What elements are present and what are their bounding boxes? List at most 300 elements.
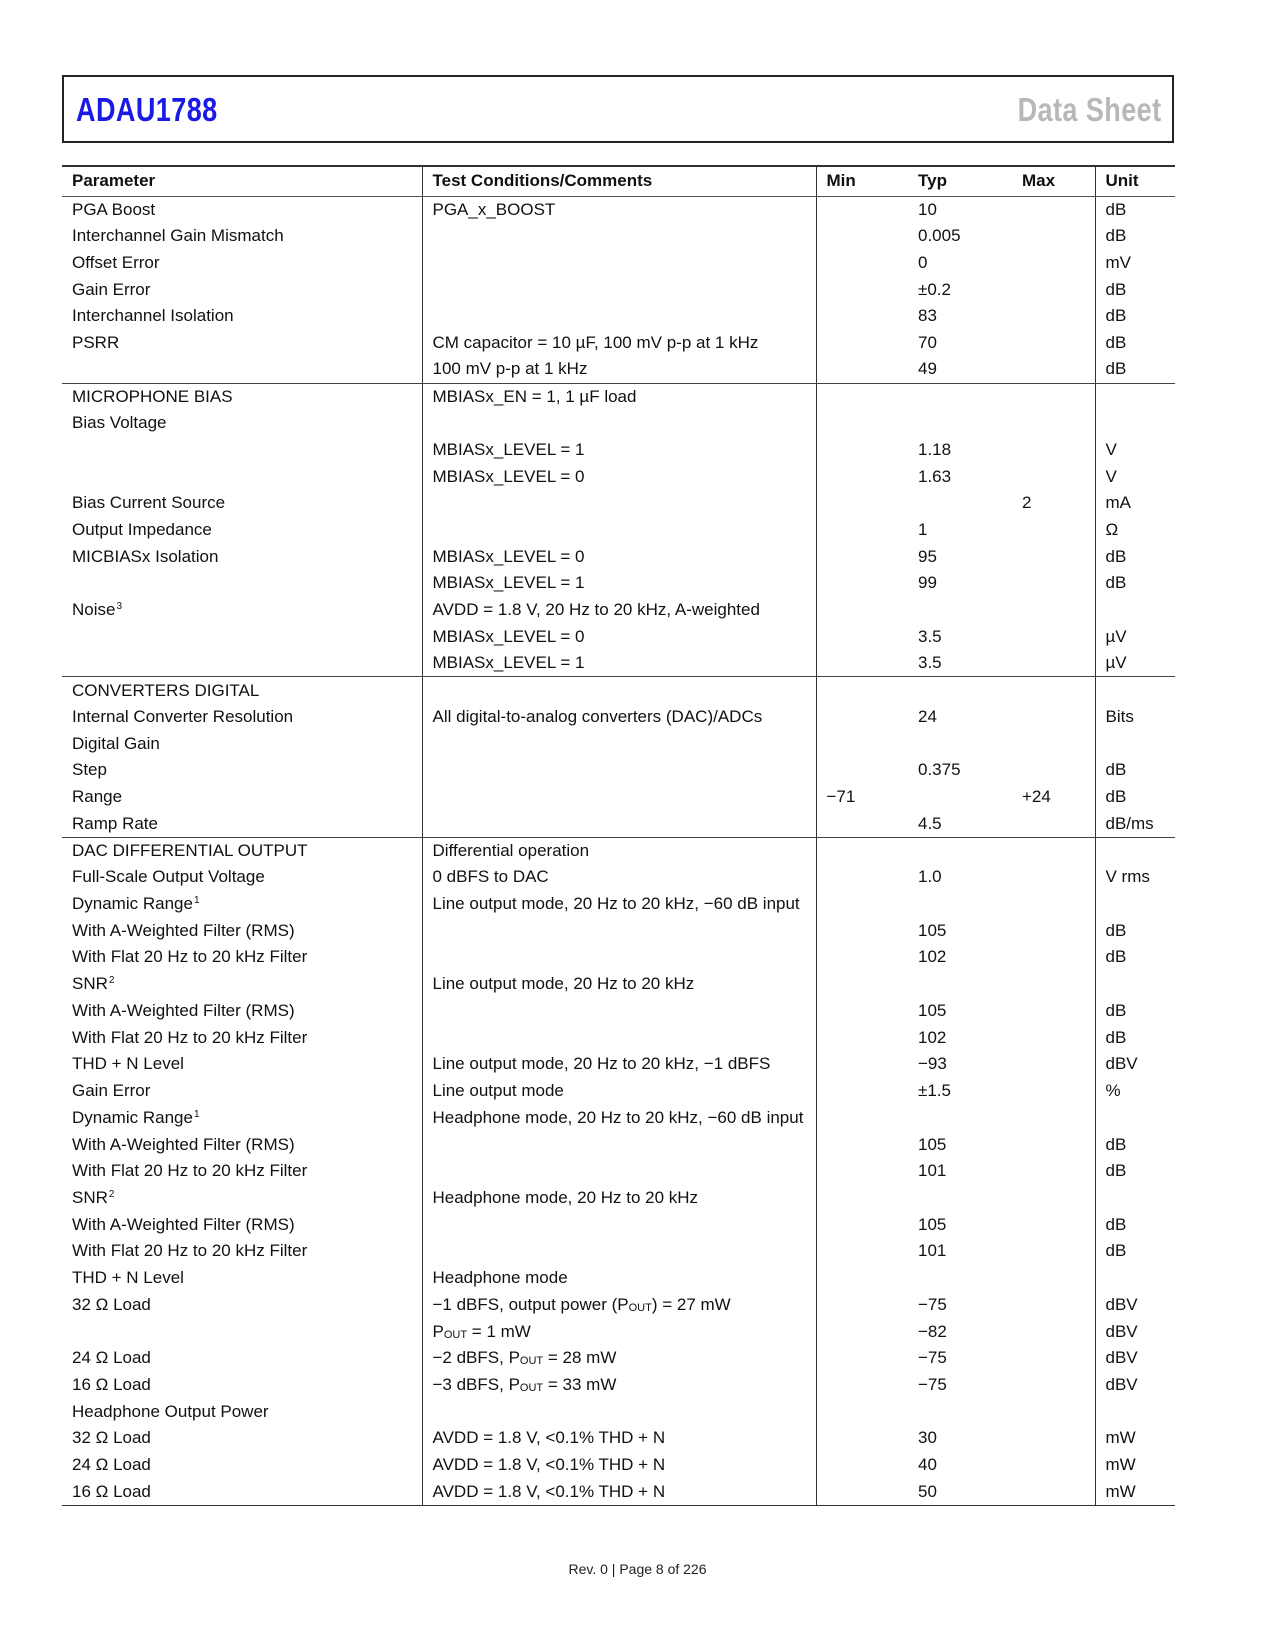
- table-row: [62, 677, 1175, 704]
- parameter-cell: [62, 864, 422, 891]
- parameter-cell: [62, 597, 422, 624]
- min-cell: [816, 490, 908, 517]
- typ-cell: 101: [918, 1161, 947, 1181]
- max-cell: [1012, 944, 1095, 971]
- unit-cell: dB: [1105, 306, 1127, 326]
- typ-cell: [908, 1265, 1012, 1292]
- typ-cell: [908, 1185, 1012, 1212]
- typ-cell: 40: [918, 1455, 937, 1475]
- unit-cell: dBV: [1105, 1321, 1138, 1341]
- conditions-cell: [422, 1078, 816, 1105]
- min-cell: [816, 944, 908, 971]
- max-cell: [1012, 1425, 1095, 1452]
- parameter-cell: [62, 330, 422, 357]
- col-header-max: Max: [1012, 166, 1095, 196]
- typ-cell: 10: [918, 199, 937, 219]
- parameter-text: 16 Ω Load: [72, 1481, 151, 1501]
- conditions-cell: [422, 971, 816, 998]
- parameter-cell: [62, 1238, 422, 1265]
- parameter-text: Interchannel Gain Mismatch: [72, 226, 284, 246]
- parameter-text: Gain Error: [72, 279, 151, 299]
- unit-cell: [1095, 1265, 1175, 1292]
- unit-cell: dBV: [1105, 1054, 1138, 1074]
- unit-cell: [1095, 837, 1175, 864]
- max-cell: [1012, 704, 1095, 731]
- table-row: [62, 1051, 1175, 1078]
- unit-cell: dB: [1105, 1241, 1127, 1261]
- table-row: [62, 971, 1175, 998]
- parameter-text: Internal Converter Resolution: [72, 707, 294, 727]
- max-cell: [1012, 517, 1095, 544]
- table-row: [62, 223, 1175, 250]
- unit-cell: dB: [1105, 199, 1127, 219]
- conditions-cell: [422, 864, 816, 891]
- parameter-text: Bias Voltage: [72, 413, 167, 433]
- table-row: [62, 1185, 1175, 1212]
- conditions-cell: [422, 1238, 816, 1265]
- conditions-cell: [422, 811, 816, 838]
- max-cell: [1012, 1452, 1095, 1479]
- max-cell: [1012, 1078, 1095, 1105]
- typ-cell: −75: [918, 1374, 947, 1394]
- unit-cell: V rms: [1105, 867, 1150, 887]
- parameter-cell: [62, 410, 422, 437]
- typ-cell: 1.18: [918, 439, 952, 459]
- table-row: [62, 1318, 1175, 1345]
- parameter-cell: [62, 1345, 422, 1372]
- max-cell: [1012, 971, 1095, 998]
- conditions-text-suffix: = 1 mW: [467, 1321, 531, 1341]
- col-header-conditions: Test Conditions/Comments: [422, 166, 816, 196]
- conditions-text: Line output mode, 20 Hz to 20 kHz, −60 dB input: [432, 894, 800, 914]
- parameter-text: With Flat 20 Hz to 20 kHz Filter: [72, 1241, 308, 1261]
- min-cell: [816, 1372, 908, 1399]
- parameter-cell: [62, 944, 422, 971]
- conditions-cell: [422, 463, 816, 490]
- table-row: [62, 837, 1175, 864]
- max-cell: [1012, 1238, 1095, 1265]
- max-cell: [1012, 811, 1095, 838]
- min-cell: [816, 543, 908, 570]
- typ-cell: 70: [918, 332, 937, 352]
- conditions-cell: [422, 490, 816, 517]
- table-row: [62, 1398, 1175, 1425]
- table-body: [62, 196, 1175, 1505]
- conditions-cell: [422, 1425, 816, 1452]
- min-cell: [816, 971, 908, 998]
- max-cell: [1012, 891, 1095, 918]
- unit-cell: dB: [1105, 226, 1127, 246]
- conditions-text: MBIASx_EN = 1, 1 µF load: [432, 386, 637, 406]
- unit-cell: dB: [1105, 332, 1127, 352]
- min-cell: −71: [826, 787, 856, 807]
- max-cell: [1012, 356, 1095, 383]
- conditions-text: MBIASx_LEVEL = 0: [432, 546, 585, 566]
- parameter-cell: [62, 1024, 422, 1051]
- min-cell: [816, 1104, 908, 1131]
- conditions-cell: [422, 784, 816, 811]
- parameter-text: Digital Gain: [72, 733, 160, 753]
- parameter-text: Noise: [72, 600, 116, 620]
- parameter-cell: [62, 837, 422, 864]
- parameter-text: Full-Scale Output Voltage: [72, 867, 265, 887]
- typ-cell: −93: [918, 1054, 947, 1074]
- conditions-cell: [422, 917, 816, 944]
- parameter-text: Gain Error: [72, 1081, 151, 1101]
- parameter-cell: [62, 1078, 422, 1105]
- typ-cell: [908, 677, 1012, 704]
- unit-cell: [1095, 410, 1175, 437]
- conditions-cell: [422, 624, 816, 651]
- typ-cell: ±1.5: [918, 1081, 951, 1101]
- parameter-text: MICROPHONE BIAS: [72, 386, 233, 406]
- unit-cell: dB: [1105, 920, 1127, 940]
- typ-cell: 1.63: [918, 466, 952, 486]
- max-cell: [1012, 650, 1095, 677]
- min-cell: [816, 864, 908, 891]
- unit-cell: dBV: [1105, 1294, 1138, 1314]
- parameter-text: With Flat 20 Hz to 20 kHz Filter: [72, 1161, 308, 1181]
- typ-cell: 3.5: [908, 650, 1012, 677]
- parameter-text: With A-Weighted Filter (RMS): [72, 920, 295, 940]
- max-cell: [1012, 1345, 1095, 1372]
- table-row: [62, 490, 1175, 517]
- parameter-cell: [62, 223, 422, 250]
- table-row: [62, 624, 1175, 651]
- parameter-cell: [62, 1158, 422, 1185]
- unit-cell: V: [1105, 466, 1117, 486]
- max-cell: [1012, 570, 1095, 597]
- conditions-cell: [422, 1479, 816, 1506]
- conditions-cell: [422, 1372, 816, 1399]
- max-cell: [1012, 463, 1095, 490]
- table-row: [62, 303, 1175, 330]
- typ-cell: [908, 730, 1012, 757]
- conditions-cell: [422, 1398, 816, 1425]
- parameter-cell: [62, 436, 422, 463]
- min-cell: [816, 1211, 908, 1238]
- parameter-cell: [62, 1211, 422, 1238]
- typ-cell: 105: [918, 1000, 947, 1020]
- unit-cell: dB: [1105, 1027, 1127, 1047]
- parameter-text: CONVERTERS DIGITAL: [72, 680, 260, 700]
- conditions-text: MBIASx_LEVEL = 0: [432, 466, 585, 486]
- parameter-cell: [62, 1104, 422, 1131]
- unit-cell: mA: [1105, 493, 1131, 513]
- typ-cell: 4.5: [908, 811, 1012, 838]
- min-cell: [816, 811, 908, 838]
- parameter-text: DAC DIFFERENTIAL OUTPUT: [72, 840, 308, 860]
- table-row: [62, 383, 1175, 410]
- typ-cell: 102: [918, 947, 947, 967]
- parameter-text: Bias Current Source: [72, 493, 226, 513]
- conditions-cell: [422, 276, 816, 303]
- min-cell: [816, 1265, 908, 1292]
- table-row: [62, 276, 1175, 303]
- unit-cell: dB: [1095, 356, 1175, 383]
- min-cell: [816, 517, 908, 544]
- conditions-cell: [422, 303, 816, 330]
- conditions-text: −3 dBFS, P: [432, 1374, 520, 1394]
- typ-cell: [908, 1104, 1012, 1131]
- conditions-text: All digital-to-analog converters (DAC)/ADCs: [432, 707, 763, 727]
- table-row: [62, 410, 1175, 437]
- min-cell: [816, 383, 908, 410]
- max-cell: [1012, 1398, 1095, 1425]
- conditions-cell: [422, 677, 816, 704]
- min-cell: [816, 837, 908, 864]
- parameter-text: 24 Ω Load: [72, 1348, 151, 1368]
- unit-cell: dBV: [1105, 1374, 1138, 1394]
- parameter-cell: [62, 1425, 422, 1452]
- typ-cell: [908, 1398, 1012, 1425]
- min-cell: [816, 650, 908, 677]
- footnote-marker: 1: [193, 1108, 200, 1120]
- conditions-cell: [422, 1051, 816, 1078]
- parameter-cell: [62, 1051, 422, 1078]
- typ-cell: 83: [918, 306, 937, 326]
- max-cell: [1012, 677, 1095, 704]
- table-row: [62, 356, 1175, 383]
- parameter-cell: [62, 998, 422, 1025]
- unit-cell: %: [1105, 1081, 1121, 1101]
- unit-cell: [1095, 971, 1175, 998]
- table-row: [62, 1345, 1175, 1372]
- conditions-cell: [422, 196, 816, 223]
- conditions-text: MBIASx_LEVEL = 0: [432, 626, 585, 646]
- min-cell: [816, 249, 908, 276]
- conditions-cell: [422, 517, 816, 544]
- conditions-cell: [422, 543, 816, 570]
- min-cell: [816, 1479, 908, 1506]
- typ-cell: 0.375: [918, 760, 961, 780]
- max-cell: [1012, 1318, 1095, 1345]
- max-cell: [1012, 998, 1095, 1025]
- max-cell: [1012, 1291, 1095, 1318]
- table-row: [62, 864, 1175, 891]
- parameter-text: With Flat 20 Hz to 20 kHz Filter: [72, 1027, 308, 1047]
- conditions-text: Line output mode: [432, 1081, 564, 1101]
- unit-cell: [1095, 1104, 1175, 1131]
- min-cell: [816, 1318, 908, 1345]
- conditions-cell: [422, 1452, 816, 1479]
- unit-cell: dB: [1105, 787, 1127, 807]
- max-cell: [1012, 1104, 1095, 1131]
- conditions-cell: [422, 891, 816, 918]
- max-cell: [1012, 864, 1095, 891]
- parameter-cell: [62, 1291, 422, 1318]
- table-row: [62, 1211, 1175, 1238]
- max-cell: [1012, 837, 1095, 864]
- unit-cell: dB: [1105, 573, 1127, 593]
- max-cell: [1012, 597, 1095, 624]
- conditions-cell: [422, 356, 816, 383]
- conditions-text: CM capacitor = 10 µF, 100 mV p-p at 1 kHz: [432, 332, 759, 352]
- conditions-text: PGA_x_BOOST: [432, 199, 556, 219]
- max-cell: [1012, 917, 1095, 944]
- min-cell: [816, 624, 908, 651]
- unit-cell: [1095, 597, 1175, 624]
- table-row: [62, 196, 1175, 223]
- conditions-text: AVDD = 1.8 V, 20 Hz to 20 kHz, A-weighted: [432, 600, 760, 620]
- table-row: [62, 597, 1175, 624]
- conditions-cell: [422, 1265, 816, 1292]
- max-cell: [1012, 410, 1095, 437]
- max-cell: +24: [1012, 784, 1095, 811]
- max-cell: [1012, 1211, 1095, 1238]
- conditions-text: −2 dBFS, P: [432, 1348, 520, 1368]
- min-cell: [816, 330, 908, 357]
- conditions-cell: [422, 597, 816, 624]
- footnote-marker: 3: [116, 601, 123, 613]
- max-cell: [1012, 757, 1095, 784]
- typ-cell: 24: [918, 707, 937, 727]
- parameter-text: Range: [72, 787, 123, 807]
- parameter-cell: [62, 1398, 422, 1425]
- typ-cell: 3.5: [918, 626, 942, 646]
- min-cell: [816, 1238, 908, 1265]
- conditions-text: Line output mode, 20 Hz to 20 kHz, −1 dBFS: [432, 1054, 771, 1074]
- conditions-cell: [422, 249, 816, 276]
- max-cell: [1012, 1131, 1095, 1158]
- parameter-cell: [62, 543, 422, 570]
- max-cell: [1012, 383, 1095, 410]
- unit-cell: [1095, 383, 1175, 410]
- min-cell: [816, 463, 908, 490]
- min-cell: [816, 1078, 908, 1105]
- min-cell: [816, 704, 908, 731]
- conditions-cell: [422, 998, 816, 1025]
- table-row: [62, 436, 1175, 463]
- specifications-table: [62, 165, 1175, 1506]
- unit-cell: [1095, 1185, 1175, 1212]
- parameter-cell: [62, 303, 422, 330]
- parameter-text: THD + N Level: [72, 1054, 184, 1074]
- table-row: [62, 1372, 1175, 1399]
- min-cell: [816, 1024, 908, 1051]
- parameter-cell: [62, 917, 422, 944]
- conditions-text-suffix: = 28 mW: [543, 1348, 617, 1368]
- min-cell: [816, 276, 908, 303]
- typ-cell: [908, 490, 1012, 517]
- table-row: [62, 784, 1175, 811]
- conditions-text: 0 dBFS to DAC: [432, 867, 549, 887]
- max-cell: 2: [1012, 490, 1095, 517]
- unit-cell: dB: [1105, 279, 1127, 299]
- parameter-cell: [62, 517, 422, 544]
- parameter-text: Dynamic Range: [72, 894, 193, 914]
- parameter-cell: [62, 624, 422, 651]
- min-cell: [816, 891, 908, 918]
- parameter-cell: [62, 383, 422, 410]
- parameter-cell: [62, 196, 422, 223]
- table-row: [62, 730, 1175, 757]
- table-row: [62, 249, 1175, 276]
- conditions-text: MBIASx_LEVEL = 1: [432, 573, 585, 593]
- col-header-parameter: Parameter: [62, 166, 422, 196]
- min-cell: [816, 436, 908, 463]
- typ-cell: 0.005: [918, 226, 961, 246]
- parameter-cell: [62, 356, 422, 383]
- max-cell: [1012, 543, 1095, 570]
- max-cell: [1012, 730, 1095, 757]
- typ-cell: 30: [918, 1428, 937, 1448]
- parameter-text: Step: [72, 760, 107, 780]
- unit-cell: dB: [1105, 1214, 1127, 1234]
- parameter-text: THD + N Level: [72, 1268, 184, 1288]
- table-row: [62, 944, 1175, 971]
- parameter-text: With A-Weighted Filter (RMS): [72, 1214, 295, 1234]
- min-cell: [816, 1452, 908, 1479]
- parameter-cell: [62, 811, 422, 838]
- unit-cell: mW: [1105, 1455, 1136, 1475]
- conditions-cell: [422, 570, 816, 597]
- max-cell: [1012, 1051, 1095, 1078]
- conditions-text: Differential operation: [432, 840, 590, 860]
- conditions-cell: [422, 410, 816, 437]
- conditions-text-suffix: ) = 27 mW: [651, 1294, 731, 1314]
- unit-cell: mV: [1105, 252, 1131, 272]
- table-row: [62, 1479, 1175, 1506]
- unit-cell: [1095, 730, 1175, 757]
- typ-cell: [908, 971, 1012, 998]
- unit-cell: mW: [1095, 1479, 1175, 1506]
- typ-cell: 105: [918, 920, 947, 940]
- unit-cell: dB: [1105, 546, 1127, 566]
- conditions-text-suffix: = 33 mW: [543, 1374, 617, 1394]
- typ-cell: 50: [908, 1479, 1012, 1506]
- min-cell: [816, 196, 908, 223]
- max-cell: [1012, 1185, 1095, 1212]
- subscript: OUT: [443, 1328, 468, 1341]
- min-cell: [816, 303, 908, 330]
- parameter-text: PGA Boost: [72, 199, 156, 219]
- parameter-cell: [62, 1452, 422, 1479]
- max-cell: [1012, 303, 1095, 330]
- conditions-text: 100 mV p-p at 1 kHz: [432, 359, 588, 379]
- document-type: Data Sheet: [1018, 91, 1162, 128]
- table-row: [62, 463, 1175, 490]
- parameter-text: 32 Ω Load: [72, 1294, 151, 1314]
- conditions-cell: [422, 1158, 816, 1185]
- table-row: [62, 811, 1175, 838]
- unit-cell: dB: [1105, 947, 1127, 967]
- col-header-unit: Unit: [1095, 166, 1175, 196]
- parameter-cell: [62, 276, 422, 303]
- typ-cell: 95: [918, 546, 937, 566]
- parameter-cell: [62, 784, 422, 811]
- conditions-text: P: [432, 1321, 444, 1341]
- typ-cell: [908, 837, 1012, 864]
- min-cell: [816, 757, 908, 784]
- page-footer: Rev. 0 | Page 8 of 226: [568, 1561, 707, 1577]
- conditions-text: Headphone mode, 20 Hz to 20 kHz, −60 dB input: [432, 1107, 804, 1127]
- col-header-min: Min: [816, 166, 908, 196]
- typ-cell: −82: [918, 1321, 947, 1341]
- page-header: [62, 75, 1174, 143]
- parameter-cell: [62, 650, 422, 677]
- max-cell: [1012, 1024, 1095, 1051]
- part-number: ADAU1788: [76, 91, 218, 128]
- max-cell: [1012, 1158, 1095, 1185]
- min-cell: [816, 1345, 908, 1372]
- typ-cell: 101: [918, 1241, 947, 1261]
- unit-cell: dB: [1105, 1161, 1127, 1181]
- min-cell: [816, 1291, 908, 1318]
- table-row: [62, 1238, 1175, 1265]
- parameter-cell: [62, 1372, 422, 1399]
- min-cell: [816, 998, 908, 1025]
